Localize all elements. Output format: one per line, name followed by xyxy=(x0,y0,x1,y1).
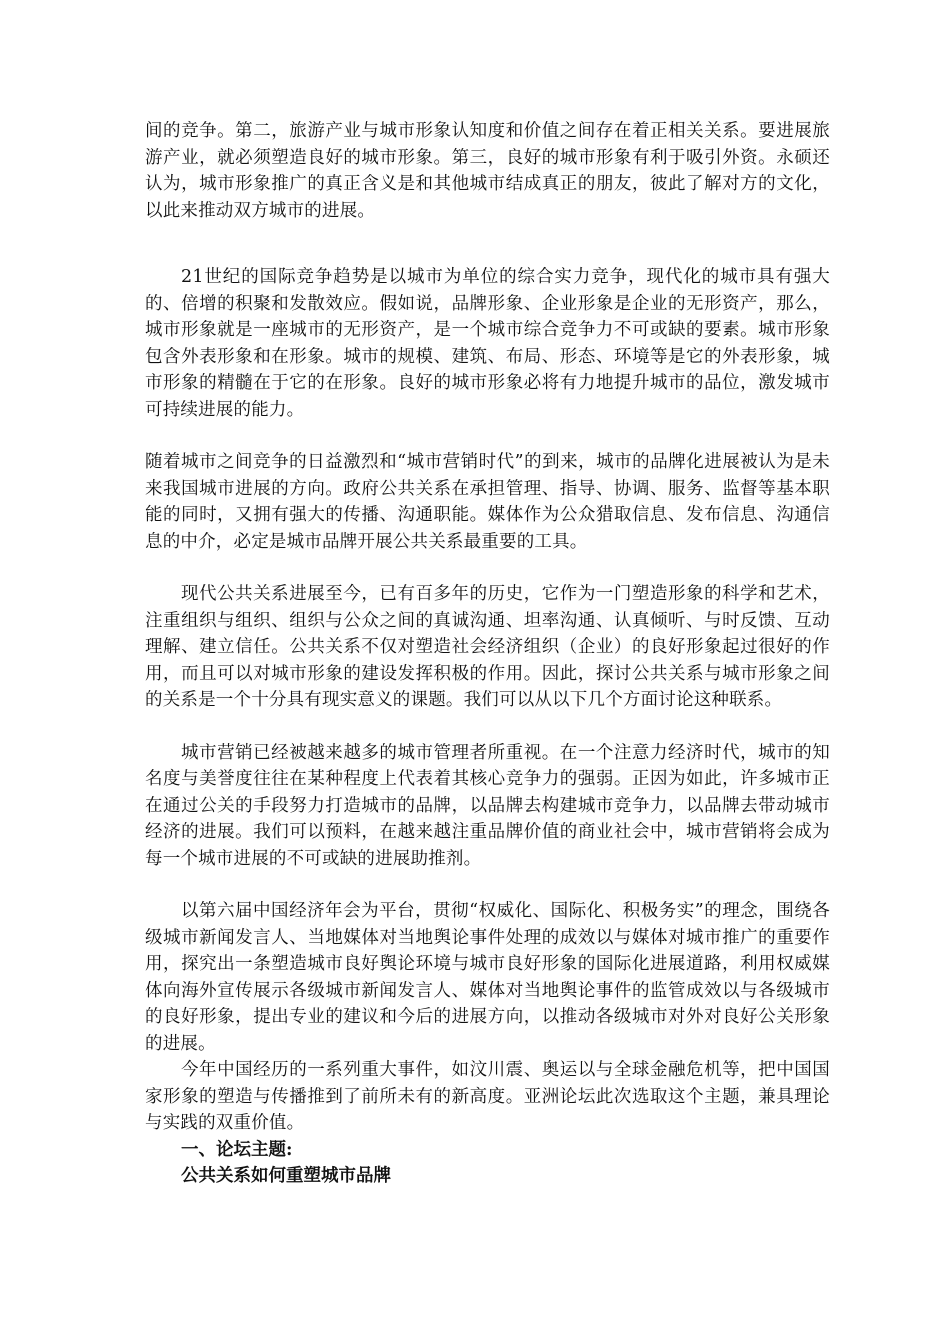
paragraph-1: 间的竞争。第二，旅游产业与城市形象认知度和价值之间存在着正相关关系。要进展旅游产业，就必须塑造良好的城市形象。第三，良好的城市形象有利于吸引外资。永硕还认为，城市形象推广的真正含义是和其他城市结成真正的朋友，彼此了解对方的文化，以此来推动双方城市的进展。 xyxy=(145,121,830,221)
paragraph-5: 城市营销已经被越来越多的城市管理者所重视。在一个注意力经济时代，城市的知名度与美誉度往往在某种程度上代表着其核心竞争力的强弱。正因为如此，许多城市正在通过公关的手段努力打造城市的品牌，以品牌去构建城市竞争力，以品牌去带动城市经济的进展。我们可以预料，在越来越注重品牌价值的商业社会中，城市营销将会成为每一个城市进展的不可或缺的进展助推剂。 xyxy=(145,742,830,869)
paragraph-2: 21世纪的国际竞争趋势是以城市为单位的综合实力竞争，现代化的城市具有强大的、倍增的积聚和发散效应。假如说，品牌形象、企业形象是企业的无形资产，那么，城市形象就是一座城市的无形资产，是一个城市综合竞争力不可或缺的要素。城市形象包含外表形象和在形象。城市的规模、建筑、布局、形态、环境等是它的外表形象，城市形象的精髓在于它的在形象。良好的城市形象必将有力地提升城市的品位，激发城市可持续进展的能力。 xyxy=(145,267,830,420)
section-heading: 一、论坛主题: xyxy=(181,1139,293,1160)
document-page xyxy=(145,118,830,1190)
paragraph-6: 以第六届中国经济年会为平台，贯彻“权威化、国际化、积极务实”的理念，围绕各级城市新闻发言人、当地媒体对当地舆论事件处理的成效以与媒体对城市推广的重要作用，探究出一条塑造城市良好舆论环境与城市良好形象的国际化进展道路，利用权威媒体向海外宣传展示各级城市新闻发言人、媒体对当地舆论事件的监管成效以与各级城市的良好形象，提出专业的建议和今后的进展方向，以推动各级城市对外对良好公关形象的进展。 xyxy=(145,901,830,1054)
paragraph-4: 现代公共关系进展至今，已有百多年的历史，它作为一门塑造形象的科学和艺术，注重组织与组织、组织与公众之间的真诚沟通、坦率沟通、认真倾听、与时反馈、互动理解、建立信任。公共关系不仅对塑造社会经济组织（企业）的良好形象起过很好的作用，而且可以对城市形象的建设发挥积极的作用。因此，探讨公共关系与城市形象之间的关系是一个十分具有现实意义的课题。我们可以从以下几个方面讨论这种联系。 xyxy=(145,584,830,710)
paragraph-3: 随着城市之间竞争的日益激烈和“城市营销时代”的到来，城市的品牌化进展被认为是未来我国城市进展的方向。政府公共关系在承担管理、指导、协调、服务、监督等基本职能的同时，又拥有强大的传播、沟通职能。媒体作为公众猎取信息、发布信息、沟通信息的中介，必定是城市品牌开展公共关系最重要的工具。 xyxy=(145,452,830,552)
paragraph-7: 今年中国经历的一系列重大事件，如汶川震、奥运以与全球金融危机等，把中国国家形象的塑造与传播推到了前所未有的新高度。亚洲论坛此次选取这个主题，兼具理论与实践的双重价值。 xyxy=(145,1060,830,1133)
section-subheading: 公共关系如何重塑城市品牌 xyxy=(181,1166,391,1186)
